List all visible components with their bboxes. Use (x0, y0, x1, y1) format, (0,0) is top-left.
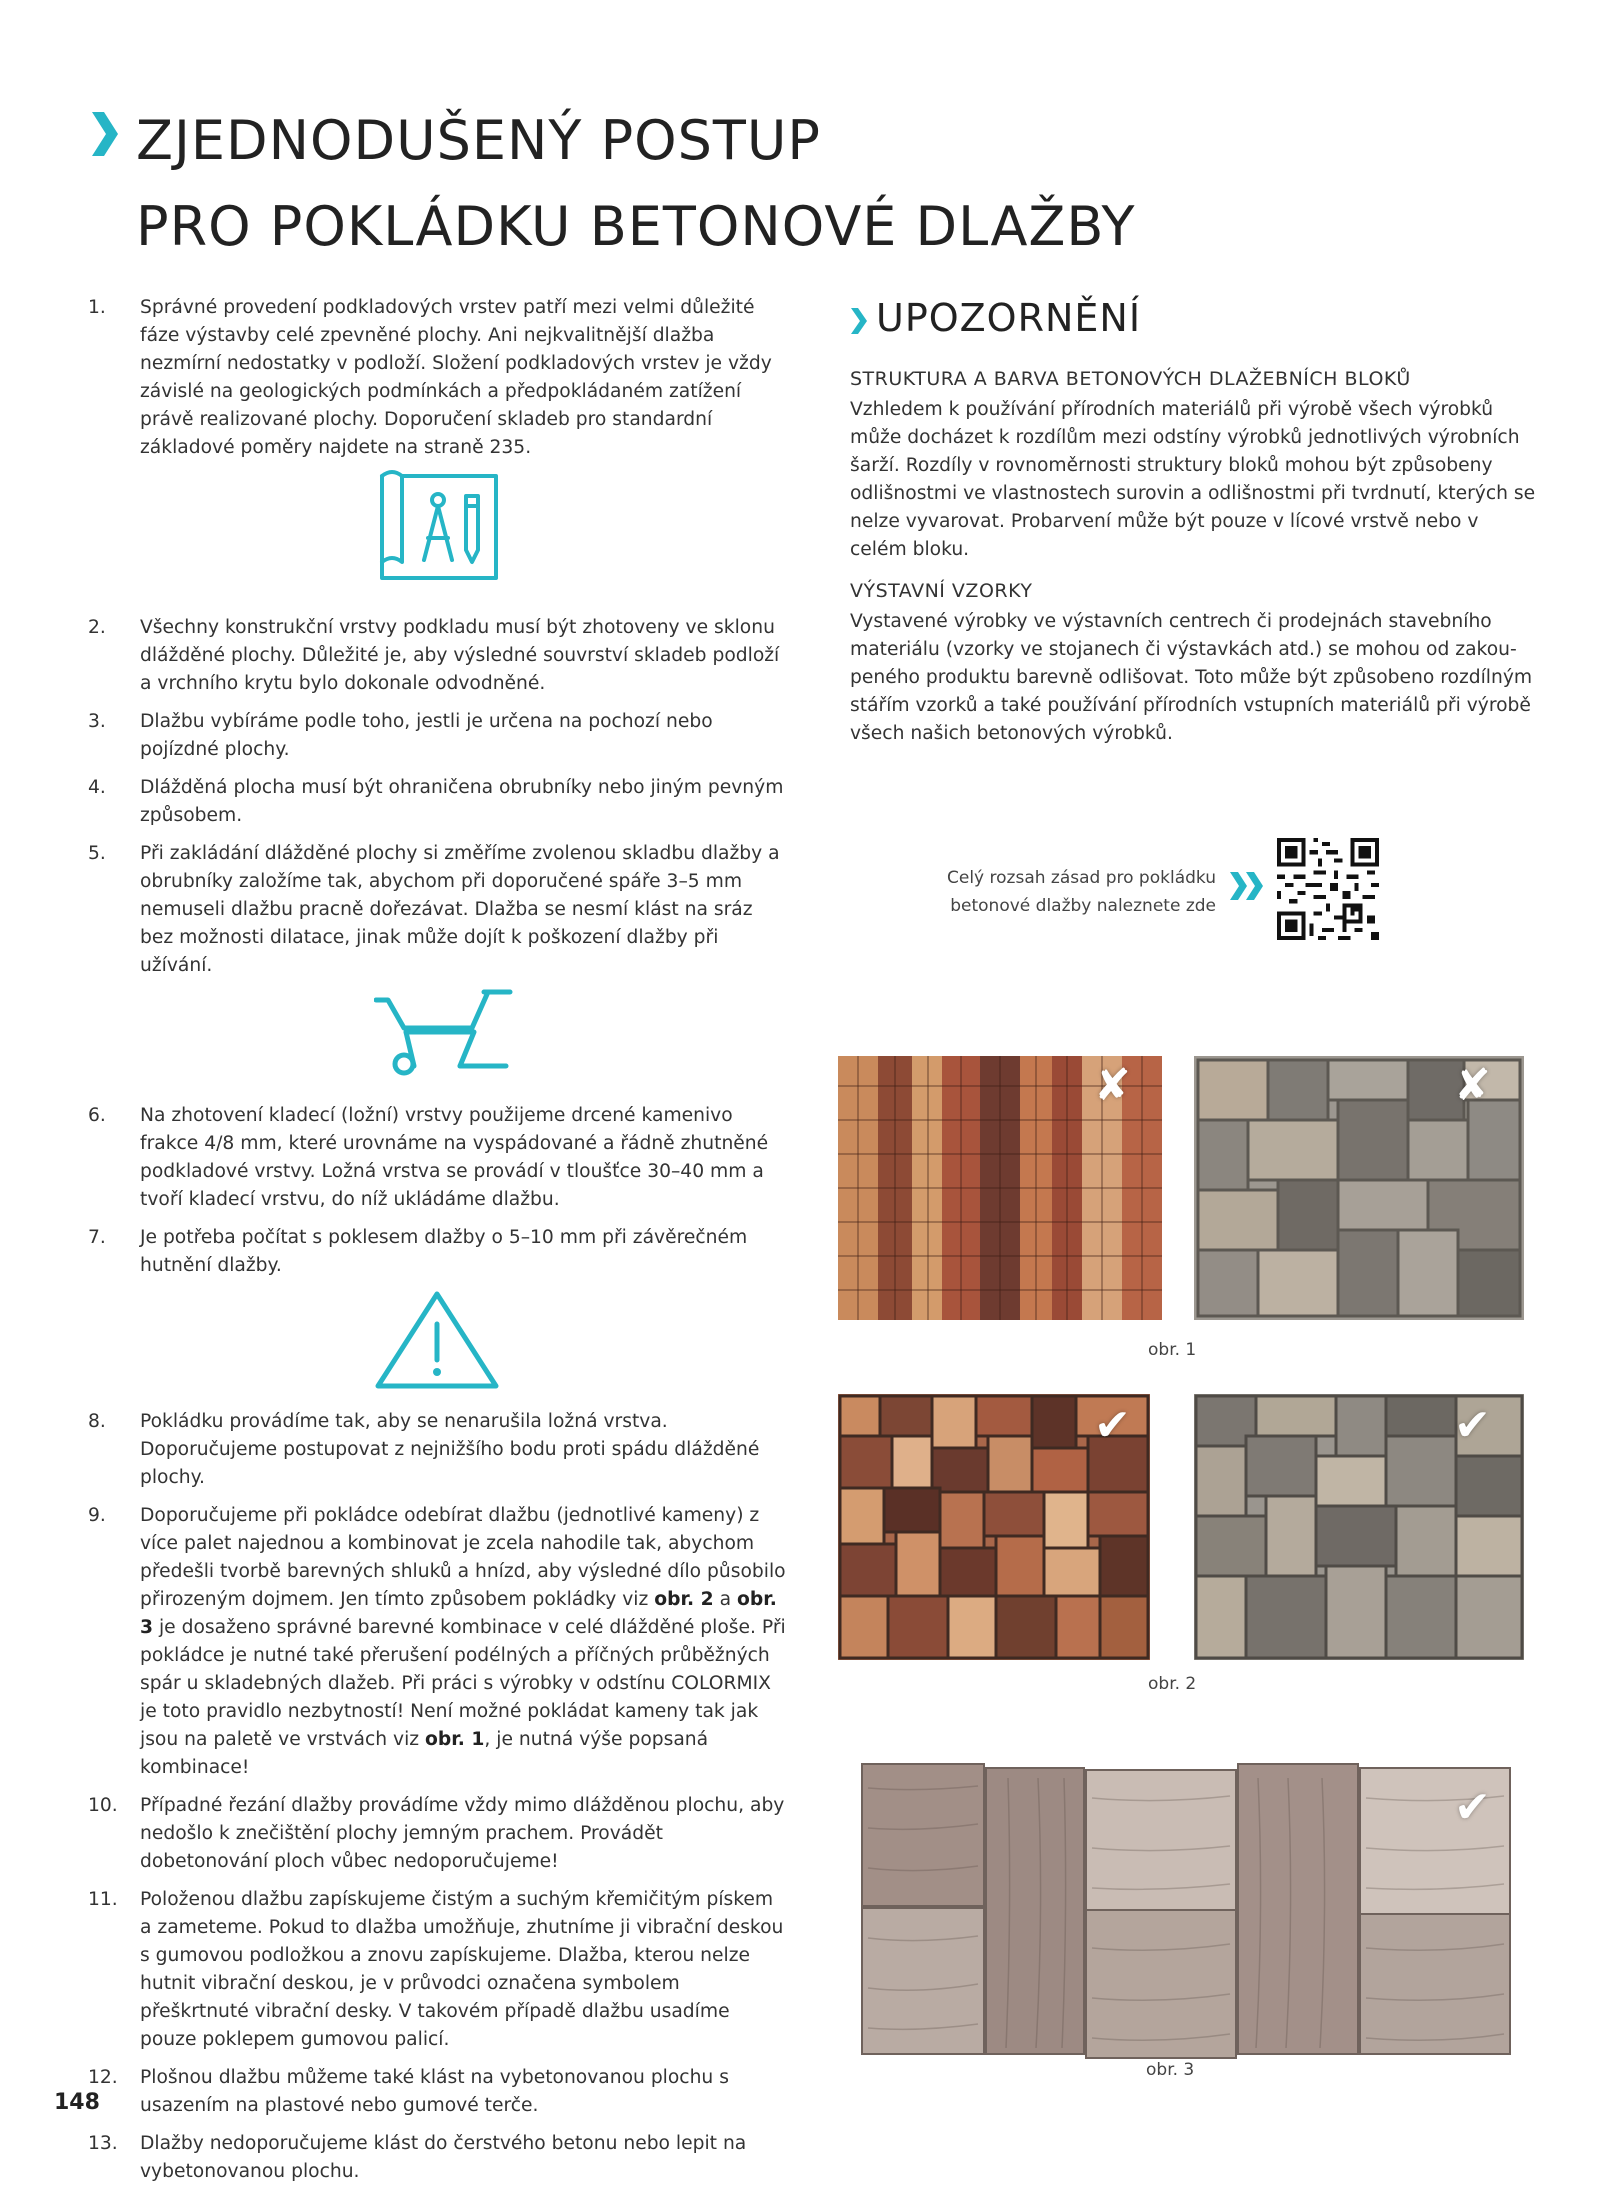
figure-caption: obr. 1 (1148, 1340, 1197, 1360)
photo-wood-texture-slabs (858, 1758, 1514, 2064)
wrong-mark-icon: ✘ (1094, 1060, 1131, 1111)
check-mark-icon: ✔ (1454, 1782, 1491, 1833)
warning-triangle-icon (374, 1290, 500, 1390)
qr-caption: Celý rozsah zásad pro pokládku betonové dlažby naleznete zde (947, 868, 1216, 916)
step-text: Případné řezání dlažby provádíme vždy mimo dlážděnou plochu, aby nedošlo k znečištění plochy jemným prachem. Provádět dobetonování ploch vůbec nedoporučujeme! (140, 1795, 785, 1872)
structure-heading: STRUKTURA A BARVA BETONOVÝCH DLAŽEBNÍCH BLOKŮ (850, 368, 1411, 390)
step-number: 10. (88, 1795, 118, 1816)
list-item (88, 1502, 788, 1782)
warning-title: UPOZORNĚNÍ (876, 296, 1142, 340)
steps-group-1 (88, 294, 788, 472)
samples-heading: VÝSTAVNÍ VZORKY (850, 580, 1033, 602)
step-text: Pokládku provádíme tak, aby se nenarušila ložná vrstva. Doporučujeme postupovat z nejnižšího bodu proti spádu dlážděné plochy. (140, 1411, 760, 1488)
page-number: 148 (54, 2090, 100, 2115)
steps-group-4 (88, 1408, 788, 2196)
list-item (88, 774, 788, 830)
step-number: 7. (88, 1227, 106, 1248)
step-text: Při zakládání dlážděné plochy si změříme zvolenou skladbu dlažby a obrubníky založíme tak, abychom při doporučené spáře 3–5 mm nemuseli dlažbu pracně dořezávat. Dlažba se nesmí klást na sráz bez možnosti dilatace, jinak může dojít k poškození dlažby při užívání. (140, 843, 780, 976)
step-number: 3. (88, 711, 106, 732)
step-number: 8. (88, 1411, 106, 1432)
check-mark-icon: ✔ (1094, 1400, 1131, 1451)
steps-group-3 (88, 1102, 788, 1290)
step-text: Dlážděná plocha musí být ohraničena obrubníky nebo jiným pevným způsobem. (140, 777, 784, 826)
list-item (88, 2064, 788, 2120)
step-text: Je potřeba počítat s poklesem dlažby o 5–10 mm při závěrečném hutnění dlažby. (140, 1227, 748, 1276)
double-chevron-icon (1230, 872, 1266, 900)
samples-text: Vystavené výrobky ve výstavních centrech či prodejnách stavebního materiálu (vzorky ve stojanech či výstavkách atd.) se mohou od zakoupeného produktu barevně odlišovat. Toto může být způsobeno rozdílným stářím vzorků a také používání přírodních vstupních materiálů při výrobě všech našich betonových výrobků. (850, 611, 1533, 744)
step-number: 12. (88, 2067, 118, 2088)
qr-code[interactable] (1277, 838, 1379, 940)
title-chevron-icon (90, 112, 120, 156)
list-item (88, 1224, 788, 1280)
list-item (88, 1886, 788, 2054)
list-item (88, 294, 788, 462)
step-number: 2. (88, 617, 106, 638)
list-item (88, 1792, 788, 1876)
step-text: Plošnou dlažbu můžeme také klást na vybetonovanou plochu s usazením na plastové nebo gumové terče. (140, 2067, 729, 2116)
step-text: Dlažbu vybíráme podle toho, jestli je určena na pochozí nebo pojízdné plochy. (140, 711, 713, 760)
step-text: Dlažby nedoporučujeme klást do čerstvého betonu nebo lepit na vybetonovanou plochu. (140, 2133, 747, 2182)
step-text: Všechny konstrukční vrstvy podkladu musí být zhotoveny ve sklonu dlážděné plochy. Důležité je, aby výsledné souvrství skladeb podloží a vrchního krytu bylo dokonale odvodněné. (140, 617, 780, 694)
title-line-2: PRO POKLÁDKU BETONOVÉ DLAŽBY (136, 195, 1136, 258)
list-item (88, 840, 788, 980)
figure-ref: obr. 1 (425, 1729, 485, 1750)
steps-group-2 (88, 614, 788, 990)
step-text: Na zhotovení kladecí (ložní) vrstvy použijeme drcené kamenivo frakce 4/8 mm, které urovnáme na vyspádované a řádně zhutněné podkladové vrstvy. Ložná vrstva se provádí v tloušťce 30–40 mm a tvoří kladecí vrstvu, do níž ukládáme dlažbu. (140, 1105, 769, 1210)
figure-ref: obr. 3 (140, 1589, 777, 1638)
step-number: 5. (88, 843, 106, 864)
figure-caption: obr. 2 (1148, 1674, 1197, 1694)
step-number: 1. (88, 297, 106, 318)
step-number: 4. (88, 777, 106, 798)
wheelbarrow-icon (374, 970, 514, 1082)
title-line-1: ZJEDNODUŠENÝ POSTUP (136, 109, 821, 172)
step-number: 9. (88, 1505, 106, 1526)
list-item (88, 1102, 788, 1214)
step-number: 6. (88, 1105, 106, 1126)
step-number: 11. (88, 1889, 118, 1910)
structure-text: Vzhledem k používání přírodních materiálů při výrobě všech výrobků může docházet k rozdílům mezi odstíny výrobků jednotlivých výrobních šarží. Rozdíly v rovnoměrnosti struktury bloků mohou být způsobeny odlišnostmi ve vlastnostech surovin a odlišnostmi při tvrdnutí, kterých se nelze vyvarovat. Probarvení může být pouze v lícové vrstvě nebo v celém bloku. (850, 399, 1536, 560)
step-text: Položenou dlažbu zapískujeme čistým a suchým křemičitým pískem a zameteme. Pokud to dlažba umožňuje, zhutníme ji vibrační deskou s gumovou podložkou a znovu zapískujeme. Dlažba, kterou nelze hutnit vibrační deskou, je v průvodci označena symbolem přeškrtnuté vibrační desky. V takovém případě dlažbu usadíme pouze poklepem gumovou palicí. (140, 1889, 784, 2050)
wrong-mark-icon: ✘ (1454, 1060, 1491, 1111)
step-number: 13. (88, 2133, 118, 2154)
list-item (88, 1408, 788, 1492)
step-text: Správné provedení podkladových vrstev patří mezi velmi důležité fáze výstavby celé zpevněné plochy. Ani nejkvalitnější dlažba nezmírní nedostatky v podloží. Složení podkladových vrstev je vždy závislé na geologických podmínkách a předpokládaném zatížení právě realizované plochy. Doporučení skladeb pro standardní základové poměry najdete na straně 235. (140, 297, 772, 458)
list-item (88, 2130, 788, 2186)
section-chevron-icon (850, 308, 868, 334)
list-item (88, 708, 788, 764)
page-title (136, 98, 1135, 270)
check-mark-icon: ✔ (1454, 1400, 1491, 1451)
step-text: Doporučujeme při pokládce odebírat dlažbu (jednotlivé kameny) z více palet najednou a kombinovat je zcela nahodile tak, abychom předešli tvorbě barevných shluků a hnízd, aby výsledné dílo působilo přirozeným dojmem. Jen tímto způsobem pokládky viz obr. 2 a obr. 3 je dosaženo správné barevné kombinace v celé dlážděné ploše. Při pokládce je nutné také přerušení podélných a příčných průběžných spár u skladebných dlažeb. Při práci s výrobky v odstínu COLORMIX je toto pravidlo nezbytností! Není možné pokládat kameny tak jak jsou na paletě ve vrstvách viz obr. 1, je nutná výše popsaná kombinace! (140, 1505, 786, 1778)
figure-ref: obr. 2 (654, 1589, 714, 1610)
list-item (88, 614, 788, 698)
drawing-tools-icon (378, 466, 502, 586)
figure-caption: obr. 3 (1146, 2060, 1195, 2080)
